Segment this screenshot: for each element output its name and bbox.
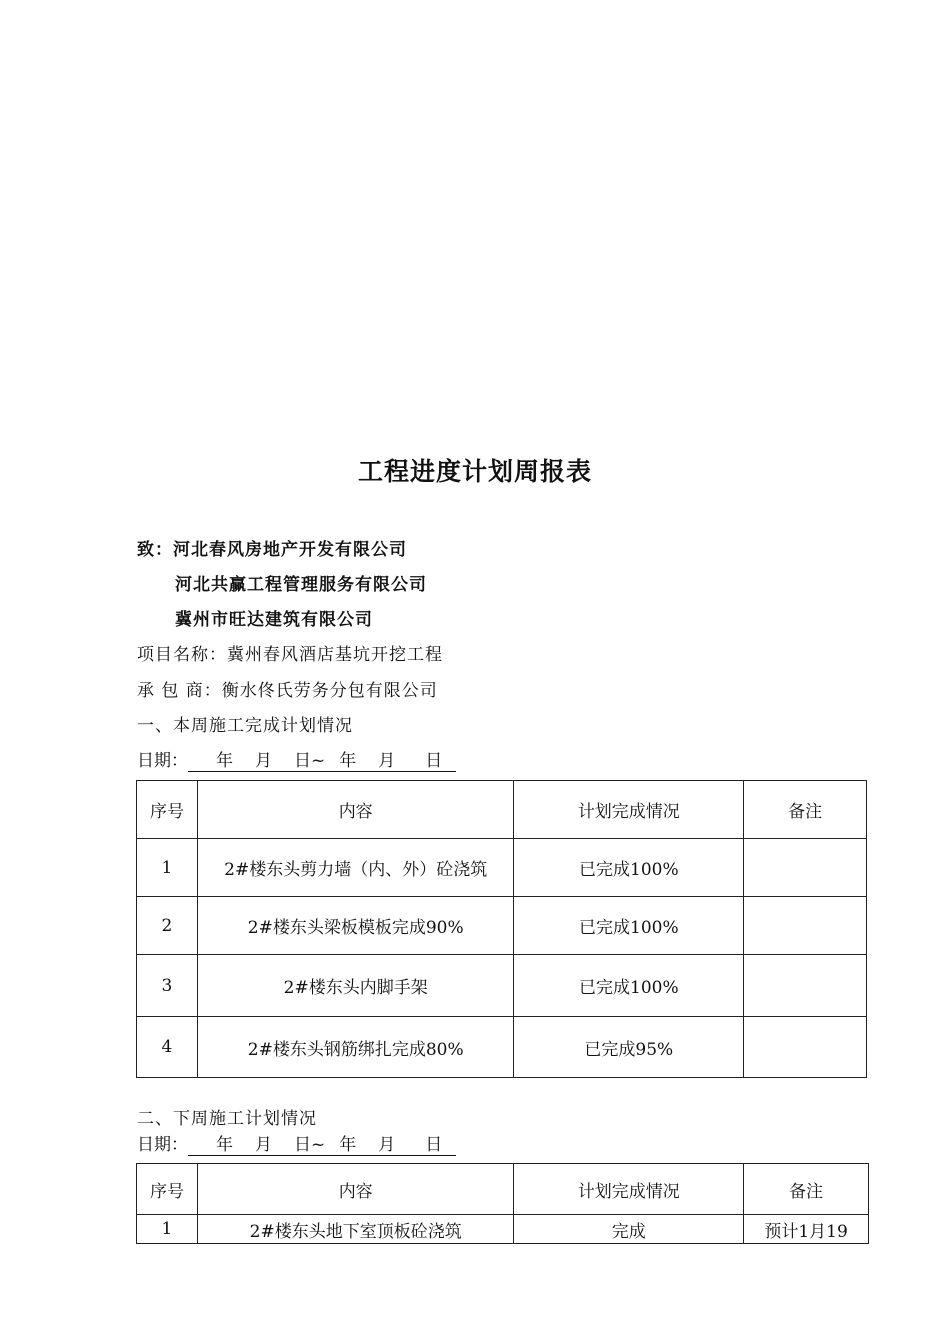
contractor-line <box>137 676 438 701</box>
header-cell: 计划完成情况 <box>514 781 744 839</box>
date-day-start: 日~ <box>294 751 326 771</box>
header-cell: 序号 <box>137 1164 198 1215</box>
table-cell: 预计1月19 <box>744 1215 869 1244</box>
date-fill-underline <box>188 746 456 772</box>
section1-heading: 一、本周施工完成计划情况 <box>137 716 353 736</box>
table-cell: 已完成100% <box>514 955 744 1017</box>
table-cell <box>744 839 867 897</box>
date-month-end: 月 <box>378 751 396 771</box>
table-cell: 1 <box>137 1215 198 1244</box>
date-fill-underline <box>188 1130 456 1156</box>
page-title: 工程进度计划周报表 <box>357 457 592 486</box>
table-cell <box>744 1017 867 1078</box>
table-cell: 已完成100% <box>514 839 744 897</box>
recipient-line-3: 冀州市旺达建筑有限公司 <box>175 610 373 630</box>
recipient-prefix: 致： <box>137 540 173 560</box>
date-month-start: 月 <box>255 751 272 771</box>
project-name-line <box>137 640 443 665</box>
table-header-row <box>137 781 867 839</box>
table-cell <box>744 897 867 955</box>
header-cell: 序号 <box>137 781 198 839</box>
table-row <box>137 1017 867 1078</box>
week-completed-table <box>136 780 867 1078</box>
table-row <box>137 1215 869 1244</box>
table-cell: 4 <box>137 1017 198 1078</box>
table-cell: 已完成95% <box>514 1017 744 1078</box>
header-cell: 内容 <box>197 1164 514 1215</box>
date-day-end: 日 <box>425 751 443 771</box>
table-cell: 2#楼东头剪力墙（内、外）砼浇筑 <box>197 839 514 897</box>
table-row <box>137 839 867 897</box>
header-cell: 计划完成情况 <box>514 1164 744 1215</box>
date-year-end: 年 <box>339 1135 357 1155</box>
table-cell: 1 <box>137 839 198 897</box>
header-cell: 备注 <box>744 1164 869 1215</box>
date-label: 日期： <box>137 1135 188 1155</box>
section1-date <box>137 746 456 772</box>
table-cell: 已完成100% <box>514 897 744 955</box>
date-day-end: 日 <box>425 1135 443 1155</box>
table-cell: 2#楼东头内脚手架 <box>197 955 514 1017</box>
table-row <box>137 897 867 955</box>
recipient-line-2: 河北共赢工程管理服务有限公司 <box>175 575 427 595</box>
table-cell: 2#楼东头地下室顶板砼浇筑 <box>197 1215 514 1244</box>
date-year-start: 年 <box>216 751 233 771</box>
table-header-row <box>137 1164 869 1215</box>
project-value: 冀州春风酒店基坑开挖工程 <box>227 645 443 665</box>
table-cell: 2 <box>137 897 198 955</box>
table-cell: 完成 <box>514 1215 744 1244</box>
date-year-end: 年 <box>339 751 357 771</box>
date-label: 日期： <box>137 751 188 771</box>
contractor-value: 衡水佟氏劳务分包有限公司 <box>221 681 438 701</box>
date-year-start: 年 <box>216 1135 233 1155</box>
section2-date <box>137 1130 456 1156</box>
table-cell <box>744 955 867 1017</box>
recipient-line-1 <box>137 535 407 560</box>
header-cell: 备注 <box>744 781 867 839</box>
table-row <box>137 955 867 1017</box>
project-label: 项目名称： <box>137 645 227 665</box>
table-cell: 2#楼东头钢筋绑扎完成80% <box>197 1017 514 1078</box>
date-month-end: 月 <box>378 1135 396 1155</box>
table-cell: 2#楼东头梁板模板完成90% <box>197 897 514 955</box>
date-day-start: 日~ <box>294 1135 326 1155</box>
contractor-label: 承 包 商： <box>137 681 222 701</box>
next-week-plan-table <box>136 1163 869 1244</box>
recipient-name: 河北春风房地产开发有限公司 <box>173 540 407 560</box>
header-cell: 内容 <box>197 781 514 839</box>
table-cell: 3 <box>137 955 198 1017</box>
section2-heading: 二、下周施工计划情况 <box>137 1109 317 1129</box>
date-month-start: 月 <box>255 1135 272 1155</box>
